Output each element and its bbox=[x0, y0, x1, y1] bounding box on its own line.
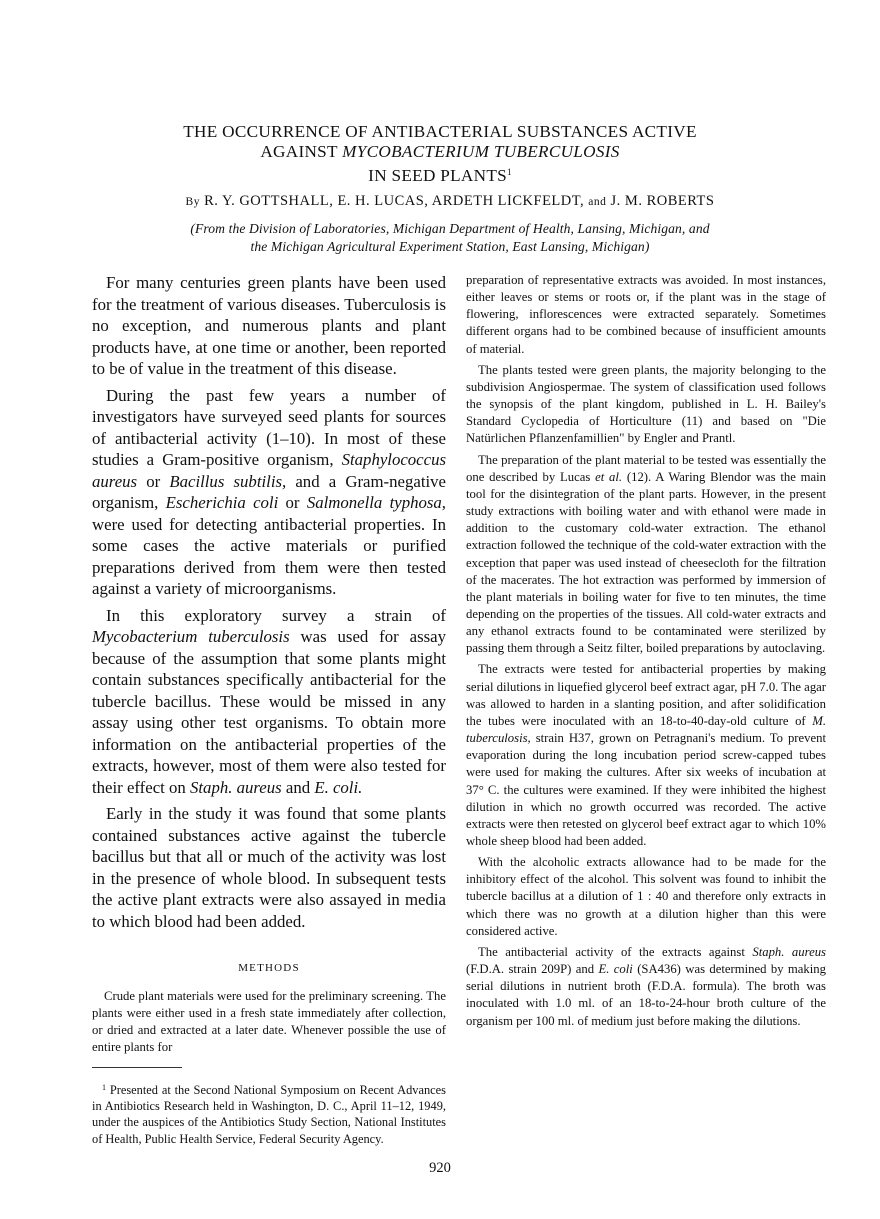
right-column bbox=[466, 272, 826, 1034]
footnote-divider bbox=[92, 1067, 182, 1068]
intro-paragraph-4: Early in the study it was found that some plants contained substances active against the tubercle bacillus but that all or much of the activity was lost in the presence of whole blood. In subsequent tests the active plant extracts were also assayed in media to which blood had been added. bbox=[92, 804, 446, 931]
authors-last: J. M. ROBERTS bbox=[610, 193, 715, 209]
methods-paragraph-5: The extracts were tested for antibacterial properties by making serial dilutions in liquefied glycerol beef extract agar, pH 7.0. The agar was allowed to harden in a slanting position, and after solidification the tubes were inoculated with an 18-to-40-day-old culture of M. tuberculosis, strain H37, grown on Petragnani's medium. To prevent evaporation during the long incubation period screw-capped tubes were used for making the cultures. After six weeks of incubation at 37° C. the cultures were examined. If they were inhibited the highest dilution in which no growth occurred was recorded. The active extracts were then retested on glycerol beef extract agar to which 10% whole sheep blood had been added. bbox=[466, 662, 827, 848]
methods-paragraph-6: With the alcoholic extracts allowance had to be made for the inhibitory effect of the alcohol. This solvent was found to inhibit the tubercle bacillus at a dilution of 1 : 40 and therefore only extracts in which there was no growth at a dilution higher than this were considered active. bbox=[466, 855, 826, 938]
authors-list: R. Y. GOTTSHALL, E. H. LUCAS, ARDETH LICKFELDT, bbox=[204, 193, 585, 209]
title-line-2: AGAINST MYCOBACTERIUM TUBERCULOSIS bbox=[260, 142, 620, 161]
footnote-mark: 1 bbox=[102, 1082, 106, 1092]
title-footnote-mark: 1 bbox=[507, 167, 512, 177]
title-line-1: THE OCCURRENCE OF ANTIBACTERIAL SUBSTANCES ACTIVE bbox=[183, 122, 697, 141]
affiliation-line-1: (From the Division of Laboratories, Michigan Department of Health, Lansing, Michigan, and bbox=[190, 221, 710, 236]
title-organism: MYCOBACTERIUM TUBERCULOSIS bbox=[342, 142, 620, 161]
title-line-3: IN SEED PLANTS$^1$ bbox=[368, 166, 512, 185]
methods-paragraph-2: preparation of representative extracts was avoided. In most instances, either leaves or stems or roots or, if the plant was in the stage of flowering, inflorescences were extracted separately. Sometimes different organs had to be combined because of insufficient amounts of material. bbox=[466, 273, 826, 356]
authors bbox=[100, 193, 800, 210]
intro-paragraph-3: In this exploratory survey a strain of Mycobacterium tuberculosis was used for assay because of the assumption that some plants might contain substances specifically antibacterial for the tubercle bacillus. These would be missed in any assay using other test organisms. To obtain more information on the antibacterial properties of the extracts, however, most of them were also tested for their effect on Staph. aureus and E. coli. bbox=[92, 605, 446, 797]
footnote: $^1$ Presented at the Second National Symposium on Recent Advances in Antibiotics Research held in Washington, D. C., April 11–12, 1949, under the auspices of the Antibiotics Study Section, National Institutes of Health, Public Health Service, Federal Security Agency. bbox=[92, 1082, 446, 1146]
methods-paragraph-3: The plants tested were green plants, the majority belonging to the subdivision Angiospermae. The system of classification used follows the synopsis of the plant kingdom, published in L. H. Bailey's Standard Cyclopedia of Horticulture (11) and based on "Die Natürlichen Pflanzenfamillien" by Engler and Prantl. bbox=[466, 362, 826, 446]
intro-paragraph-2: During the past few years a number of investigators have surveyed seed plants for sources of antibacterial activity (1–10). In most of these studies a Gram-positive organism, Staphylococcus aureus or Bacillus subtilis, and a Gram-negative organism, Escherichia coli or Salmonella typhosa, were used for detecting antibacterial properties. In some cases the active materials or purified preparations derived from them were then tested against a variety of microorganisms. bbox=[92, 385, 447, 598]
left-column bbox=[92, 272, 446, 1159]
article-title bbox=[100, 122, 780, 186]
methods-paragraph-4: The preparation of the plant material to be tested was essentially the one described by Lucas et al. (12). A Waring Blendor was the main tool for the disintegration of the plant parts. However, in the present study extractions with boiling water and with ethanol were made in addition to the customary cold-water extraction. The ethanol extraction followed the technique of the cold-water extraction with the exception that paper was used instead of cheesecloth for the filtration of the macerates. The hot extraction was performed by immersion of the plant materials in boiling water for five to ten minutes, the time depending on the properties of the tissues. All cold-water extracts and any ethanol extracts found to be contaminated were sterilized by passing them through a Seitz filter, boiled preparations by autoclaving. bbox=[466, 452, 826, 656]
affiliation-line-2: the Michigan Agricultural Experiment Station, East Lansing, Michigan) bbox=[250, 239, 650, 254]
methods-paragraph-1: Crude plant materials were used for the preliminary screening. The plants were either used in a fresh state immediately after collection, or dried and extracted at a later date. Whenever possible the use of entire plants for bbox=[92, 989, 446, 1055]
methods-paragraph-7: The antibacterial activity of the extracts against Staph. aureus (F.D.A. strain 209P) and E. coli (SA436) was determined by making serial dilutions in nutrient broth (F.D.A. formula). The broth was inoculated with 1.0 ml. of an 18-to-24-hour broth culture of the organism per 100 ml. of medium just before making the dilutions. bbox=[466, 944, 826, 1028]
intro-paragraph-1: For many centuries green plants have been used for the treatment of various diseases. Tuberculosis is no exception, and numerous plants and plant products have, at one time or another, been reported to be of value in the treatment of this disease. bbox=[92, 273, 446, 378]
authors-by: By bbox=[185, 196, 200, 208]
page-number: 920 bbox=[429, 1160, 451, 1176]
affiliation bbox=[100, 220, 800, 256]
authors-and: and bbox=[588, 196, 607, 208]
methods-heading: METHODS bbox=[238, 962, 300, 974]
